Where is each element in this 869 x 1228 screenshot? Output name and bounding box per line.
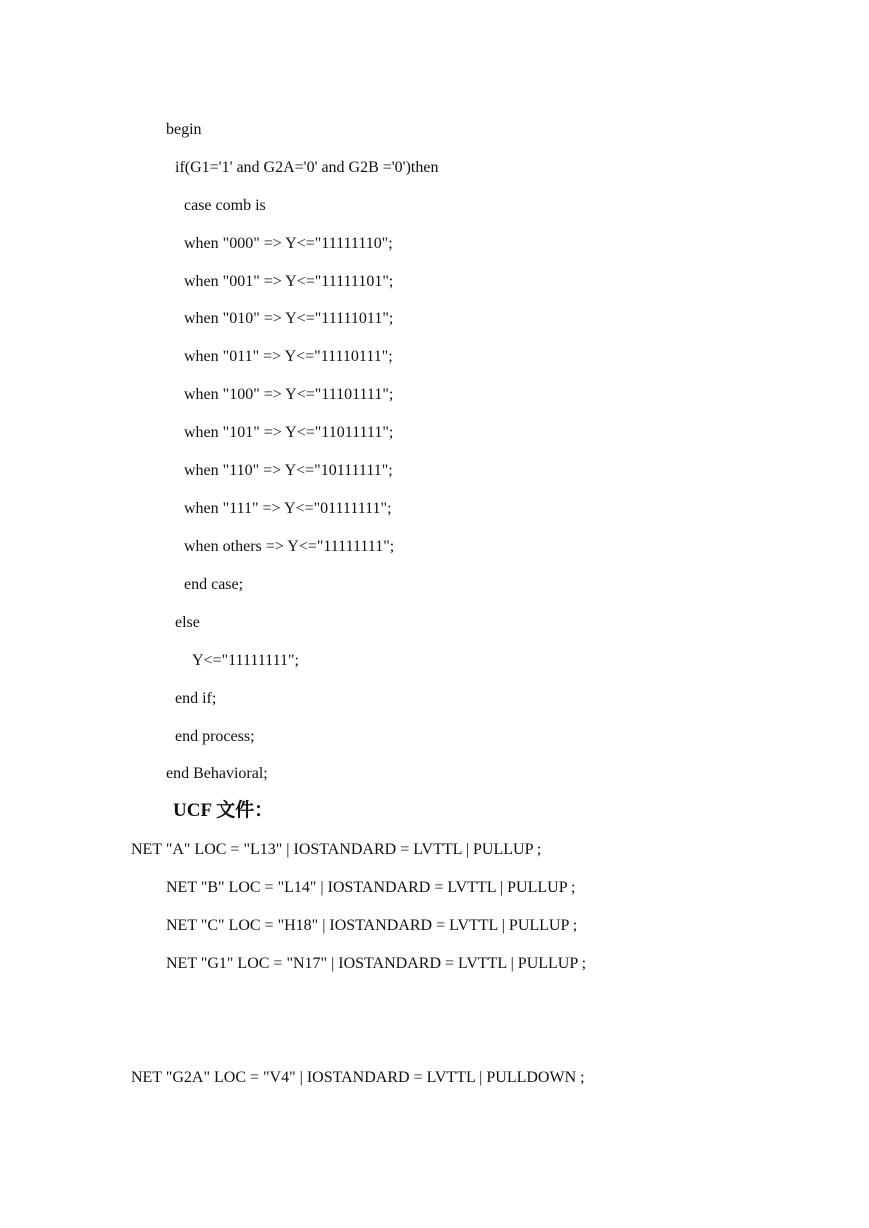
- code-line: when "100" => Y<="11101111";: [184, 386, 394, 403]
- ucf-heading: UCF 文件：: [173, 800, 274, 821]
- code-line: when "001" => Y<="11111101";: [184, 273, 394, 290]
- code-line: when others => Y<="11111111";: [184, 538, 395, 555]
- ucf-line: NET "G2A" LOC = "V4" | IOSTANDARD = LVTTL | PULLDOWN ;: [131, 1069, 585, 1086]
- code-line: case comb is: [184, 197, 266, 214]
- code-line: when "000" => Y<="11111110";: [184, 235, 393, 252]
- ucf-line: NET "B" LOC = "L14" | IOSTANDARD = LVTTL | PULLUP ;: [166, 879, 576, 896]
- code-line: when "010" => Y<="11111011";: [184, 310, 394, 327]
- code-line: else: [175, 614, 200, 631]
- ucf-line: NET "C" LOC = "H18" | IOSTANDARD = LVTTL | PULLUP ;: [166, 917, 578, 934]
- code-line: begin: [166, 121, 202, 138]
- ucf-line: NET "A" LOC = "L13" | IOSTANDARD = LVTTL | PULLUP ;: [131, 841, 542, 858]
- code-line: end if;: [175, 690, 217, 707]
- code-line: end process;: [175, 728, 255, 745]
- code-line: end case;: [184, 576, 244, 593]
- code-line: when "101" => Y<="11011111";: [184, 424, 394, 441]
- code-line: when "011" => Y<="11110111";: [184, 348, 393, 365]
- code-line: Y<="11111111";: [192, 652, 299, 669]
- ucf-line: NET "G1" LOC = "N17" | IOSTANDARD = LVTTL | PULLUP ;: [166, 955, 587, 972]
- code-line: end Behavioral;: [166, 765, 268, 782]
- code-line: if(G1='1' and G2A='0' and G2B ='0')then: [175, 159, 439, 176]
- code-line: when "111" => Y<="01111111";: [184, 500, 392, 517]
- code-line: when "110" => Y<="10111111";: [184, 462, 393, 479]
